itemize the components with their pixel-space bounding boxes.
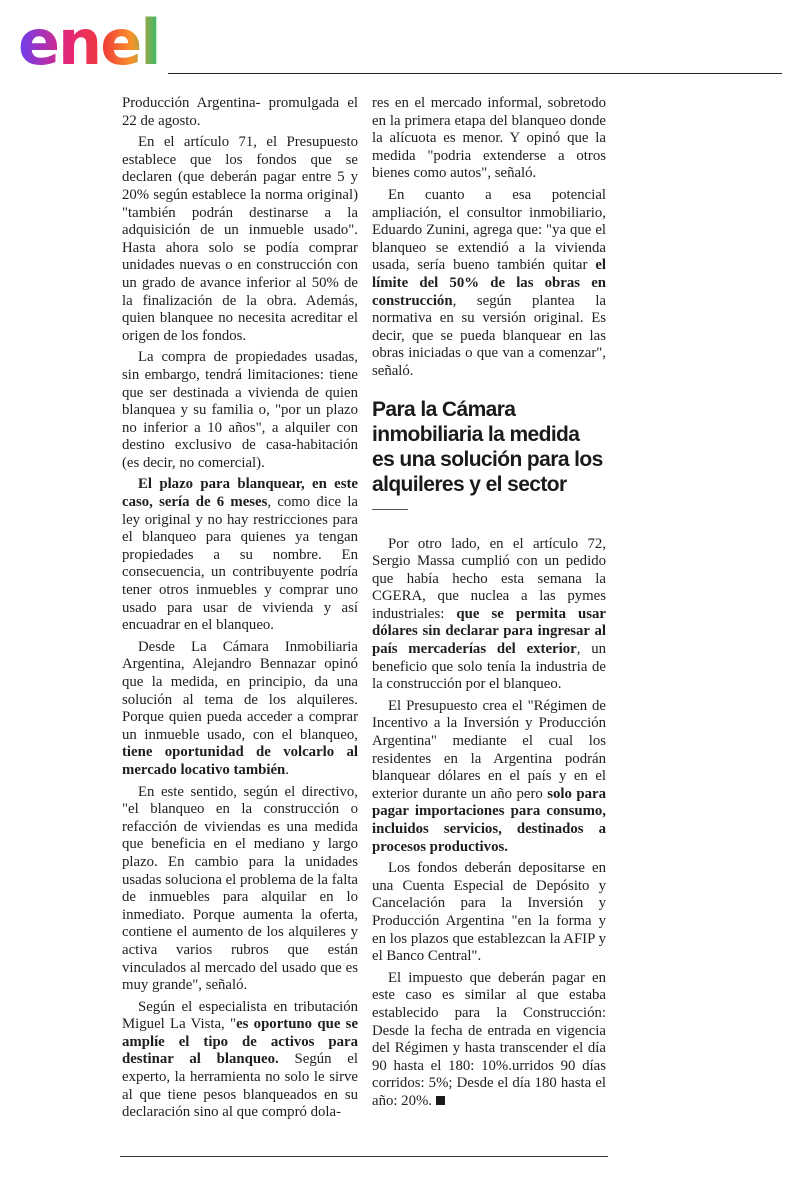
end-of-article-mark <box>436 1096 445 1105</box>
paragraph: El impuesto que deberán pagar en este caso es similar al que estaba establecido para la Construcción: Desde la fecha de entrada en vigencia del Régimen y hasta transcender el día 90 hasta el 180: 10%.urridos 90 días corridos: 5%; Desde el día 180 hasta el año: 20%. <box>372 969 606 1109</box>
footer-rule <box>120 1156 608 1157</box>
logo-text: enel <box>18 8 160 72</box>
paragraph: Producción Argentina- promulgada el 22 de agosto. <box>122 95 358 129</box>
paragraph: res en el mercado informal, sobretodo en la primera etapa del blanqueo donde la alícuota es menor. Y opinó que la medida "podria extenderse a otros bienes como autos", señaló. <box>372 95 606 182</box>
paragraph: La compra de propiedades usadas, sin embargo, tendrá limitaciones: tiene que ser destinada a vivienda de quien blanquea y su familia o, "por un plazo no inferior a 10 años", a alquiler con destino exclusivo de casa-habitación (es decir, no comercial). <box>122 349 358 471</box>
paragraph: En el artículo 71, el Presupuesto establece que los fondos que se declaren (que deberán pagar entre 5 y 20% según establece la norma original) "también podrán destinarse a la adquisición de un inmueble usado". Hasta ahora solo se podía comprar unidades nuevas o en construcción con un grado de avance inferior al 50% de la finalización de la obra. Además, quien blanquee no necesita acreditar el origen de los fondos. <box>122 134 358 344</box>
article-column-left <box>122 95 358 1126</box>
paragraph: Los fondos deberán depositarse en una Cuenta Especial de Depósito y Cancelación para la Inversión y Producción Argentina "en la forma y en los plazos que establezcan la AFIP y el Banco Central". <box>372 860 606 965</box>
headline-rule <box>372 509 408 510</box>
paragraph: El Presupuesto crea el "Régimen de Incentivo a la Inversión y Producción Argentina" mediante el cual los residentes en la Argentina podrán blanquear dólares en el país y en el exterior durante un año pero solo para pagar importaciones para consumo, incluidos servicios, destinados a procesos productivos. <box>372 697 606 855</box>
paragraph: Según el especialista en tributación Miguel La Vista, "es oportuno que se amplíe el tipo de activos para destinar al blanqueo. Según el experto, la herramienta no solo le sirve al que tiene pesos blanqueados en su declaración sino al que compró dola- <box>122 998 359 1121</box>
section-headline: Para la Cámara inmobiliaria la medida es una solución para los alquileres y el sector <box>372 397 603 496</box>
paragraph: El plazo para blanquear, en este caso, sería de 6 meses, como dice la ley original y no hay restricciones para el blanqueo para quienes ya tengan propiedades a su nombre. En consecuencia, un contribuyente podría tener otros inmuebles y comprar uno usado para usar de vivienda y así encuadrar en el blanqueo. <box>122 476 358 634</box>
paragraph: En este sentido, según el directivo, "el blanqueo en la construcción o refacción de viviendas es una medida que beneficia en el mediano y largo plazo. En cambio para la unidades usadas soluciona el problema de la falta de inmuebles para alquilar en lo inmediato. Porque aumenta la oferta, contiene el aumento de los alquileres y activa varios rubros que están vinculados al mercado del usado que es muy grande", señaló. <box>122 783 358 994</box>
paragraph: En cuanto a esa potencial ampliación, el consultor inmobiliario, Eduardo Zunini, agrega que: "ya que el blanqueo se extendió a la vivienda usada, sería bueno también quitar el límite del 50% de las obras en construcción, según plantea la normativa en su versión original. Es decir, que se pueda blanquear en las obras iniciadas o que van a comenzar", señaló. <box>372 186 606 379</box>
paragraph: Desde La Cámara Inmobiliaria Argentina, Alejandro Bennazar opinó que la medida, en principio, da una solución al tema de los alquileres. Porque quien pueda acceder a comprar un inmueble usado, con el blanqueo, tiene oportunidad de volcarlo al mercado locativo también. <box>122 638 358 778</box>
paragraph: Por otro lado, en el artículo 72, Sergio Massa cumplió con un pedido que había hecho esta semana la CGERA, que nuclea a las pymes industriales: que se permita usar dólares sin declarar para ingresar al país mercaderías del exterior, un beneficio que solo tenía la industria de la construcción por el blanqueo. <box>372 535 606 693</box>
article-column-right <box>372 95 606 1115</box>
enel-logo <box>18 8 168 72</box>
header-rule <box>168 73 782 74</box>
